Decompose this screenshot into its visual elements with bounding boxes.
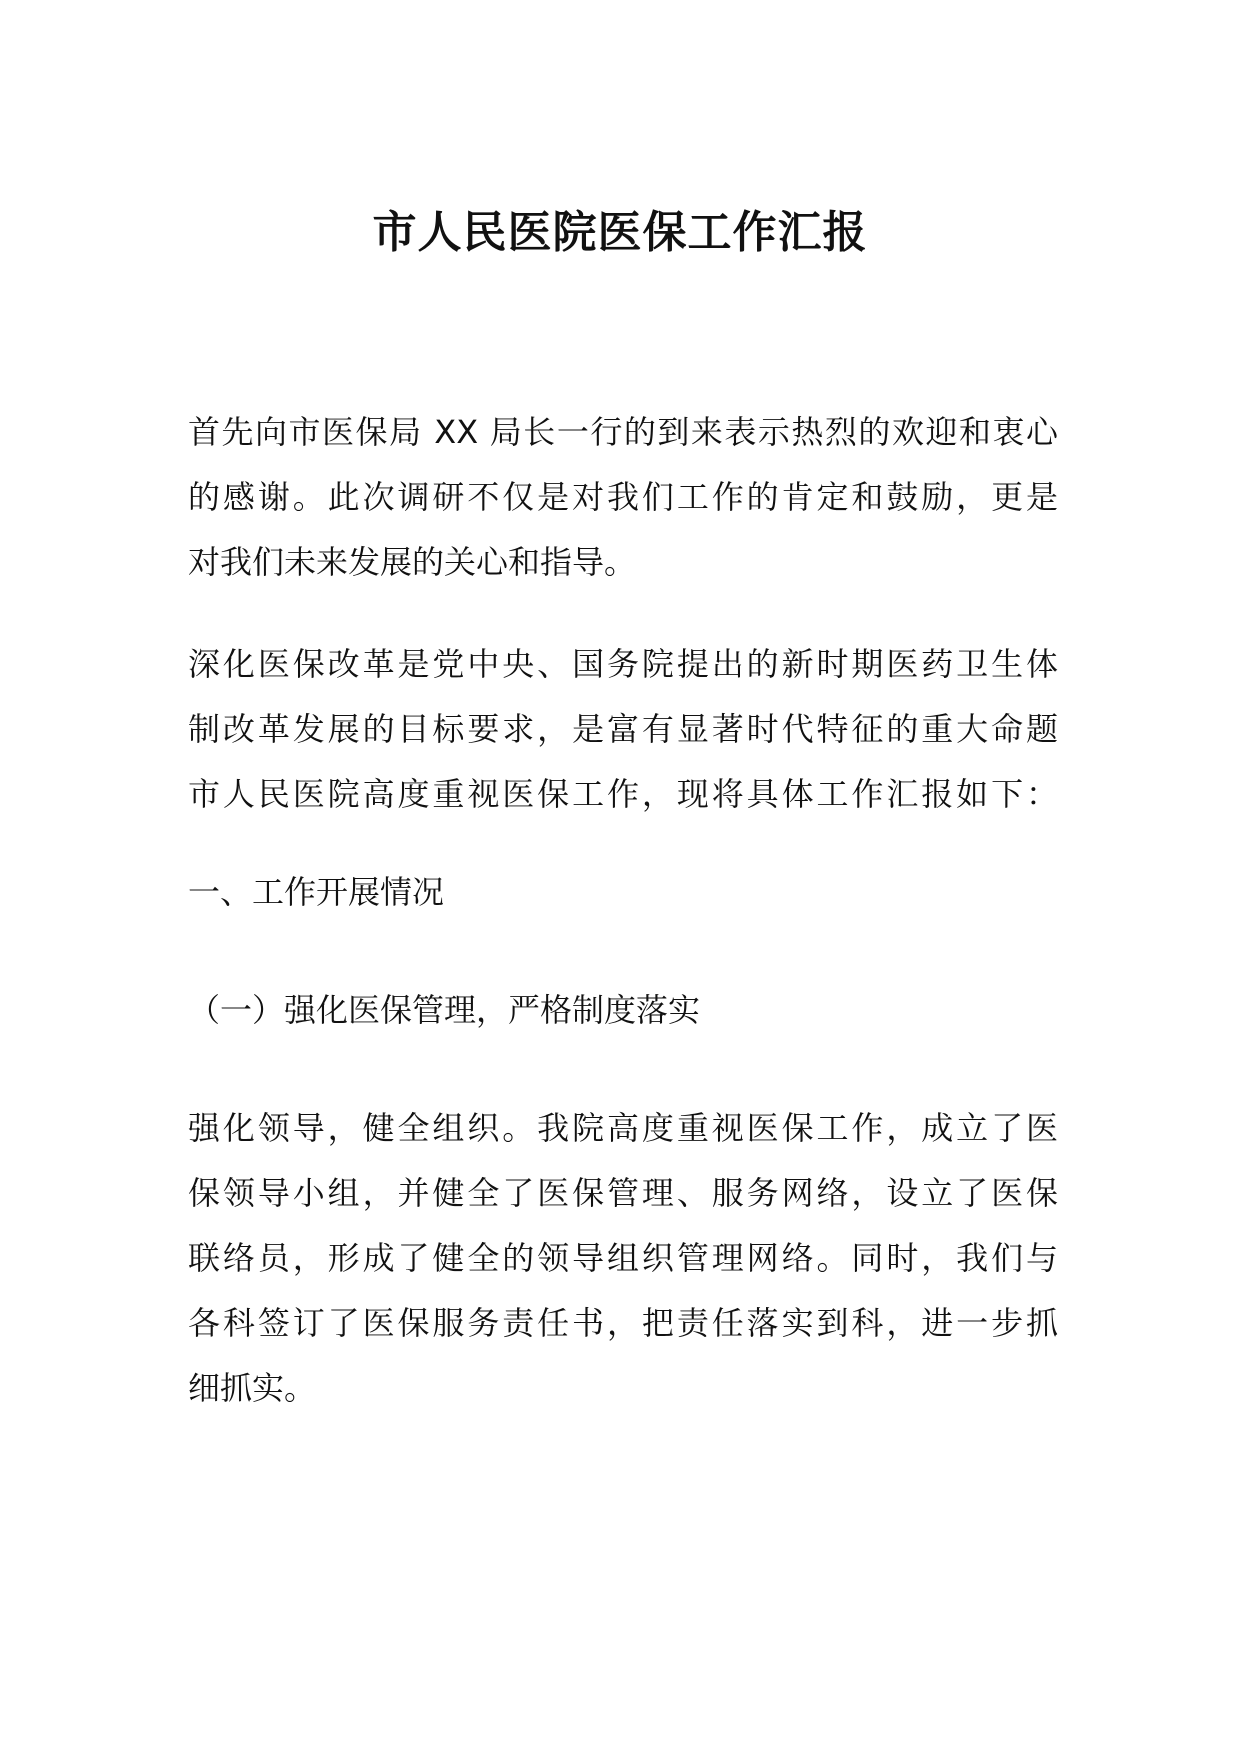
paragraph-line: 市人民医院高度重视医保工作，现将具体工作汇报如下： — [188, 775, 1058, 813]
section-heading-text: 一、工作开展情况 — [188, 873, 445, 911]
subsection-heading-text: （一）强化医保管理，严格制度落实 — [188, 991, 701, 1029]
reform-paragraph — [188, 632, 1058, 827]
paragraph-line: 的感谢。此次调研不仅是对我们工作的肯定和鼓励，更是 — [188, 478, 1058, 516]
document-title: 市人民医院医保工作汇报 — [372, 207, 868, 258]
paragraph-line: 首先向市医保局 XX 局长一行的到来表示热烈的欢迎和衷心 — [188, 413, 1058, 451]
paragraph-line: 制改革发展的目标要求，是富有显著时代特征的重大命题 — [188, 710, 1058, 748]
section-heading — [188, 860, 1058, 925]
subsection-heading — [188, 978, 1058, 1043]
leadership-paragraph — [188, 1096, 1058, 1421]
paragraph-line: 强化领导，健全组织。我院高度重视医保工作，成立了医 — [188, 1109, 1058, 1147]
paragraph-line: 细抓实。 — [188, 1369, 317, 1407]
intro-paragraph — [188, 400, 1058, 595]
paragraph-line: 对我们未来发展的关心和指导。 — [188, 543, 637, 581]
paragraph-line: 深化医保改革是党中央、国务院提出的新时期医药卫生体 — [188, 645, 1058, 683]
paragraph-line: 各科签订了医保服务责任书，把责任落实到科，进一步抓 — [188, 1304, 1058, 1342]
paragraph-line: 保领导小组，并健全了医保管理、服务网络，设立了医保 — [188, 1174, 1058, 1212]
paragraph-line: 联络员，形成了健全的领导组织管理网络。同时，我们与 — [188, 1239, 1058, 1277]
